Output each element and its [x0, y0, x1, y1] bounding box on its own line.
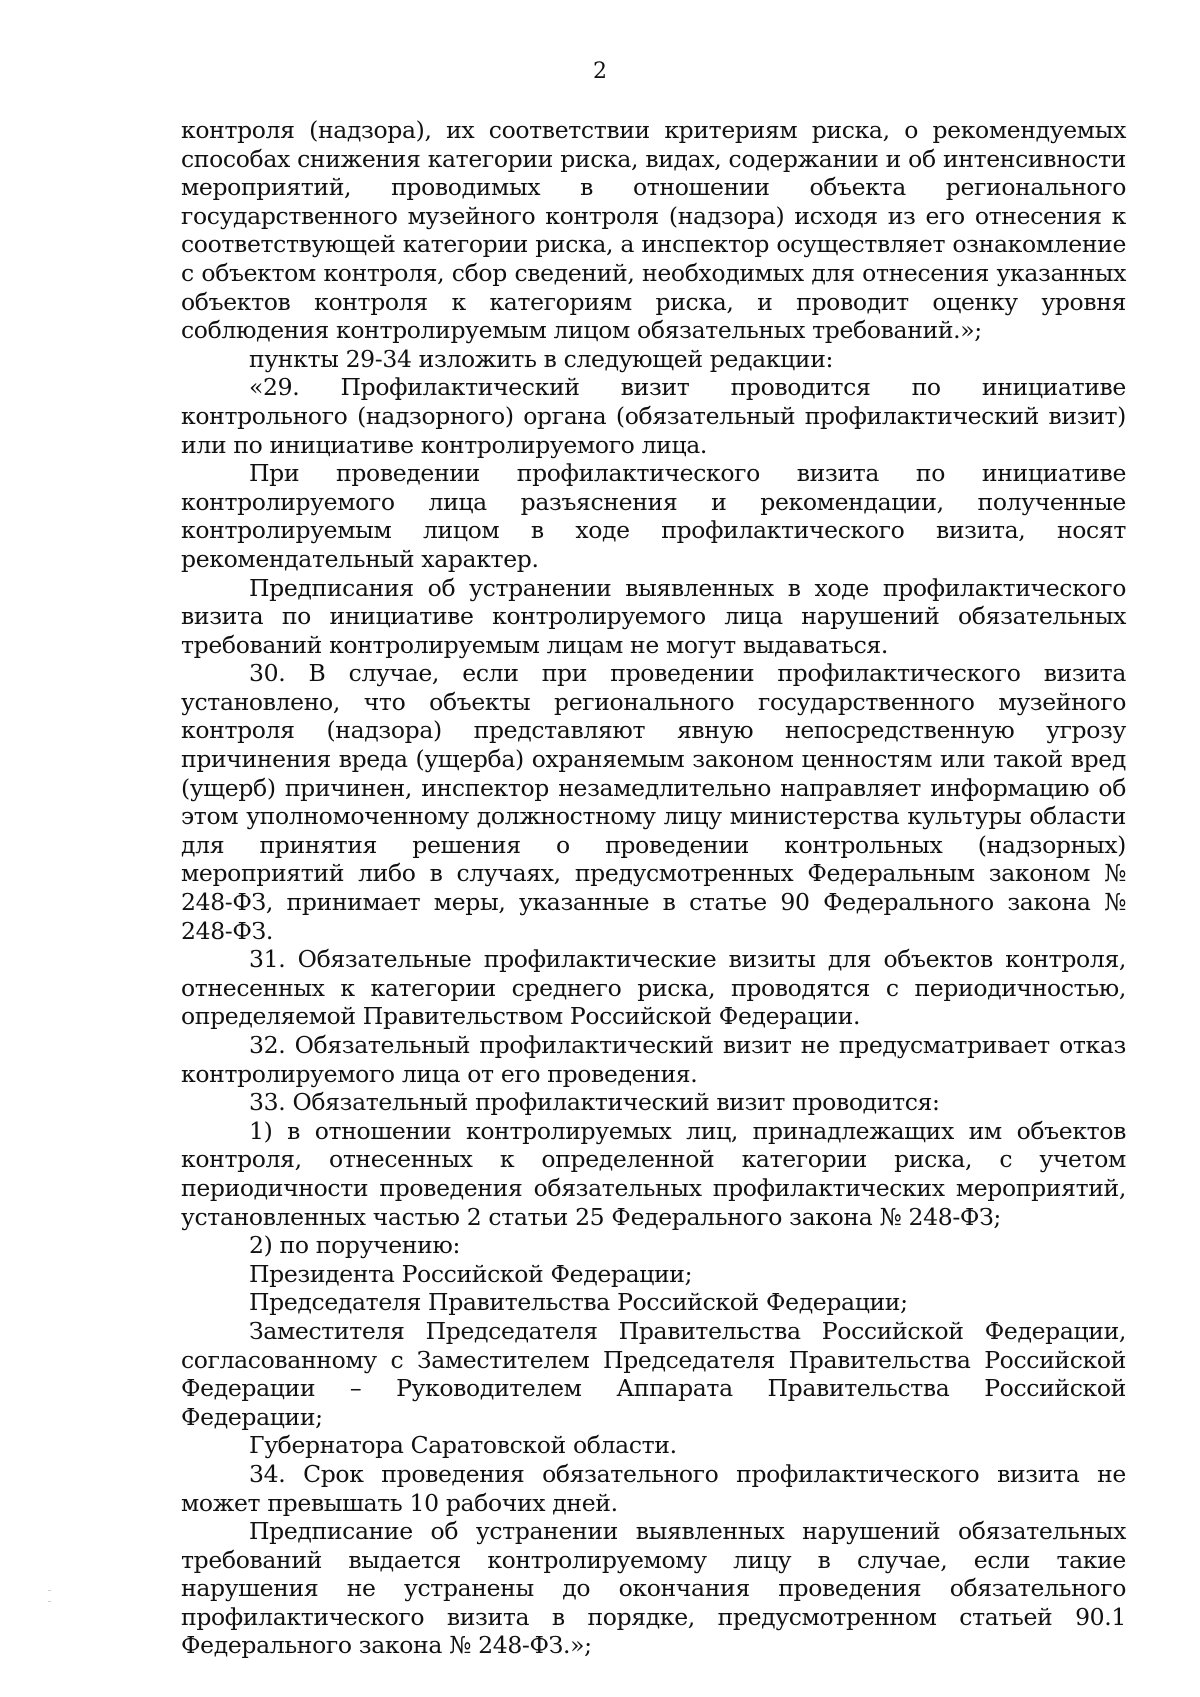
- paragraph-item-34: 34. Срок проведения обязательного профилактического визита не может превышать 10 рабочих дней.: [181, 1459, 1126, 1517]
- paragraph-item-31: 31. Обязательные профилактические визиты для объектов контроля, отнесенных к категории среднего риска, проводятся с периодичностью, определяемой Правительством Российской Федерации.: [181, 945, 1126, 1031]
- paragraph-item-29-part-3: Предписания об устранении выявленных в ходе профилактического визита по инициативе контролируемого лица нарушений обязательных требований контролируемым лицам не могут выдаваться.: [181, 573, 1126, 659]
- paragraph-item-33-subitem-2: 2) по поручению:: [249, 1231, 461, 1260]
- document-body: [181, 116, 1126, 1660]
- scan-artifact: [48, 1601, 51, 1602]
- paragraph-item-34-part-2: Предписание об устранении выявленных нарушений обязательных требований выдается контролируемому лицу в случае, если такие нарушения не устранены до окончания проведения обязательного профилактического визита в порядке, предусмотренном статьей 90.1 Федерального закона № 248-ФЗ.»;: [181, 1517, 1126, 1660]
- paragraph-item-32: 32. Обязательный профилактический визит не предусматривает отказ контролируемого лица от его проведения.: [181, 1031, 1126, 1088]
- paragraph-item-29-part-2: При проведении профилактического визита по инициативе контролируемого лица разъяснения и рекомендации, полученные контролируемым лицом в ходе профилактического визита, носят рекомендательный характер.: [181, 459, 1126, 573]
- paragraph-item-30: 30. В случае, если при проведении профилактического визита установлено, что объекты регионального государственного музейного контроля (надзора) представляют явную непосредственную угрозу причинения вреда (ущерба) охраняемым законом ценностям или такой вред (ущерб) причинен, инспектор незамедлительно направляет информацию об этом уполномоченному должностному лицу министерства культуры области для принятия решения о проведении контрольных (надзорных) мероприятий либо в случаях, предусмотренных Федеральным законом № 248-ФЗ, принимает меры, указанные в статье 90 Федерального закона № 248-ФЗ.: [181, 659, 1126, 945]
- paragraph-amendment-intro: пункты 29-34 изложить в следующей редакции:: [249, 344, 834, 373]
- scan-artifact: [48, 1590, 51, 1591]
- paragraph-order-chairman: Председателя Правительства Российской Федерации;: [249, 1288, 908, 1317]
- paragraph-order-deputy-chairman: Заместителя Председателя Правительства Российской Федерации, согласованному с Заместителем Председателя Правительства Российской Федерации – Руководителем Аппарата Правительства Российской Федерации;: [181, 1316, 1126, 1431]
- paragraph-item-33: 33. Обязательный профилактический визит проводится:: [249, 1088, 940, 1117]
- paragraph-order-president: Президента Российской Федерации;: [249, 1259, 693, 1288]
- page-number: 2: [593, 59, 607, 84]
- paragraph-order-governor: Губернатора Саратовской области.: [249, 1431, 677, 1460]
- paragraph-item-29: «29. Профилактический визит проводится по инициативе контрольного (надзорного) органа (обязательный профилактический визит) или по инициативе контролируемого лица.: [181, 373, 1126, 459]
- paragraph-continuation: контроля (надзора), их соответствии критериям риска, о рекомендуемых способах снижения категории риска, видах, содержании и об интенсивности мероприятий, проводимых в отношении объекта регионального государственного музейного контроля (надзора) исходя из его отнесения к соответствующей категории риска, а инспектор осуществляет ознакомление с объектом контроля, сбор сведений, необходимых для отнесения указанных объектов контроля к категориям риска, и проводит оценку уровня соблюдения контролируемым лицом обязательных требований.»;: [181, 116, 1126, 345]
- paragraph-item-33-subitem-1: 1) в отношении контролируемых лиц, принадлежащих им объектов контроля, отнесенных к определенной категории риска, с учетом периодичности проведения обязательных профилактических мероприятий, установленных частью 2 статьи 25 Федерального закона № 248-ФЗ;: [181, 1116, 1126, 1231]
